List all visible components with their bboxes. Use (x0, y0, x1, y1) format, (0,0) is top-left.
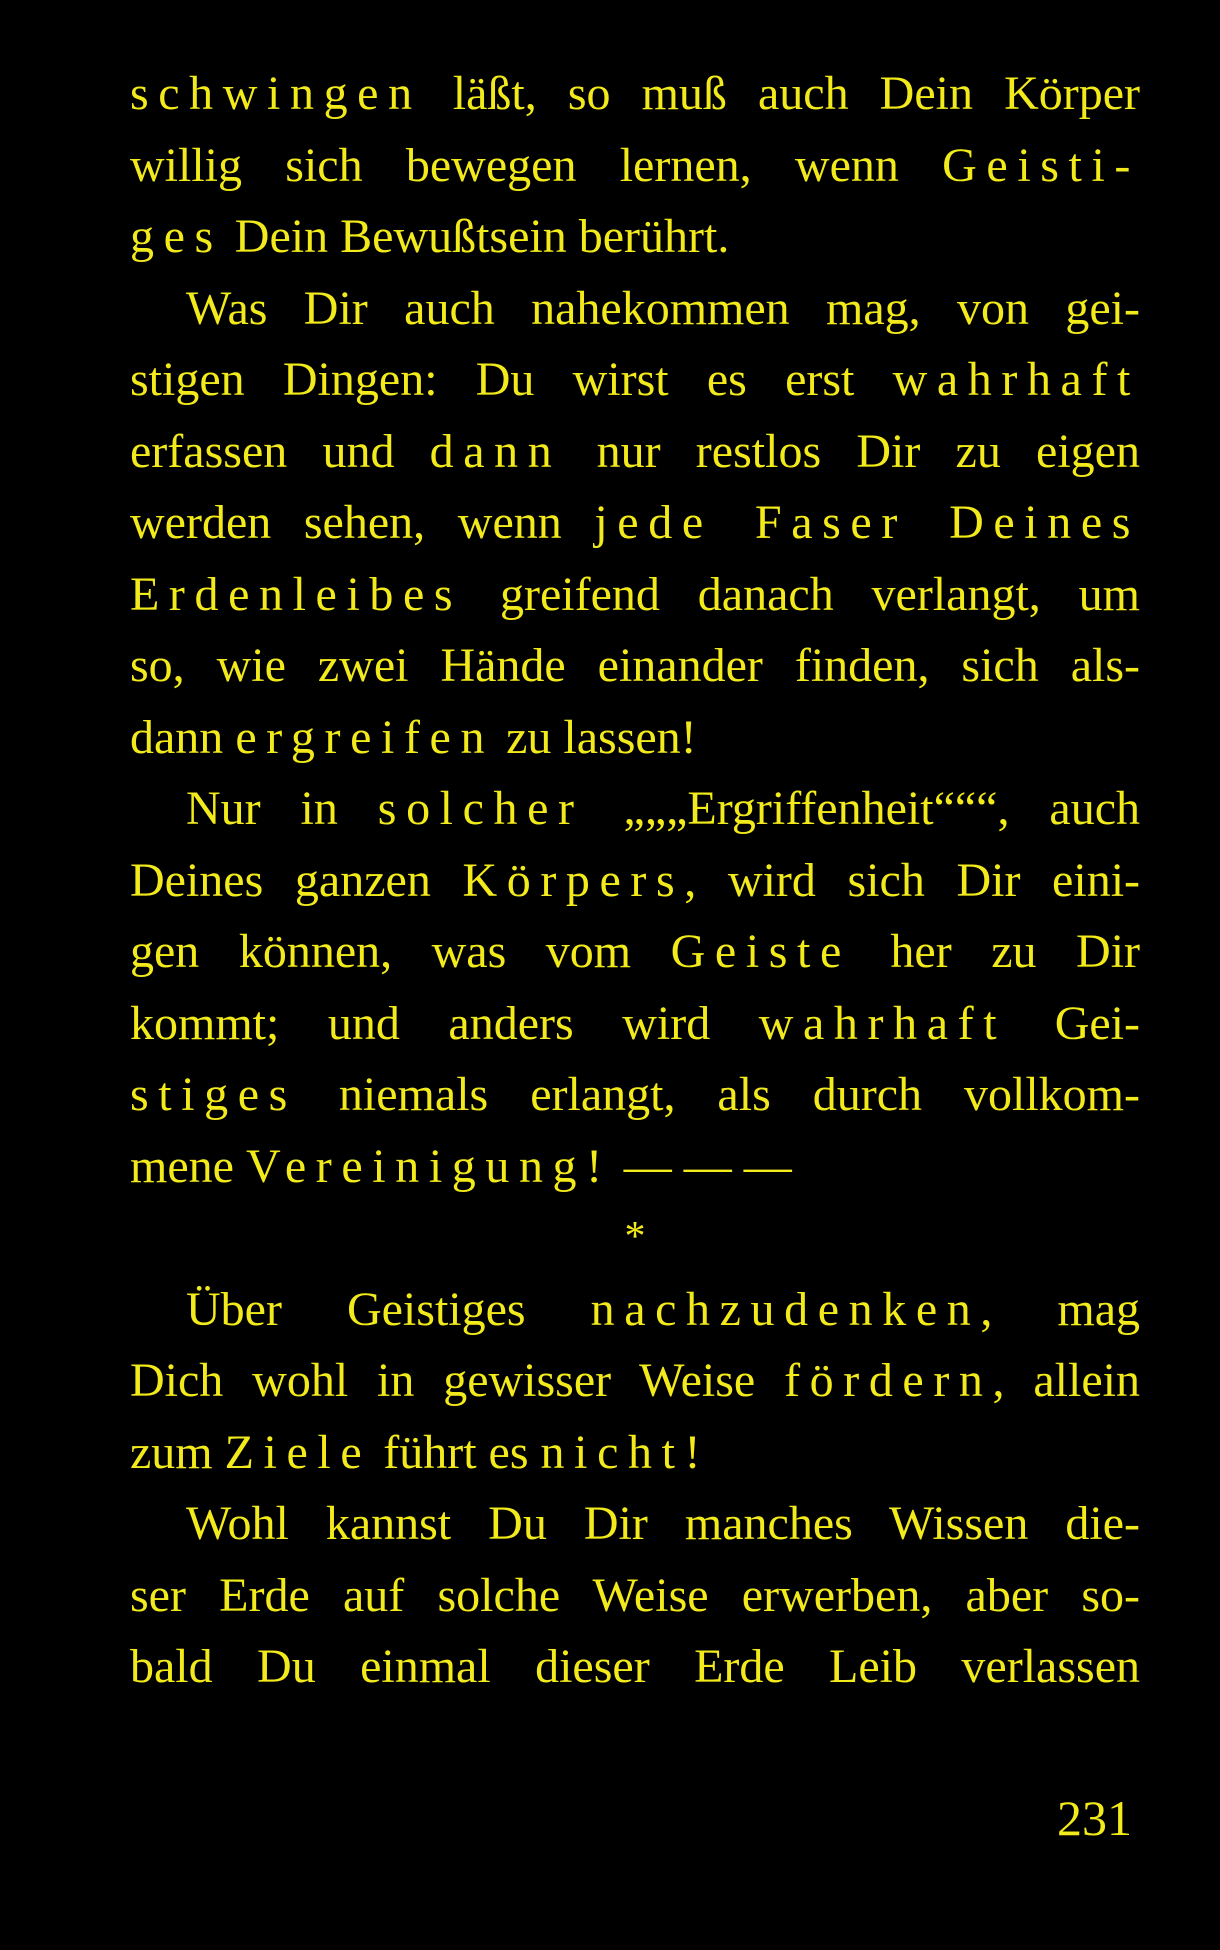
text-run: „„„Ergriffenheit“““, auch (583, 782, 1140, 835)
text-line (130, 1631, 1140, 1703)
page-number: 231 (1057, 1790, 1132, 1846)
text-run: erfassen und (130, 424, 430, 478)
text-line (130, 130, 1140, 202)
text-line (130, 273, 1140, 345)
text-run: Dich wohl in gewisser Weise (130, 1354, 785, 1407)
text-run: nur restlos Dir zu eigen (561, 424, 1140, 478)
text-line (130, 58, 1140, 130)
spaced-emphasis: Ziele (224, 1425, 372, 1479)
section-asterisk: * (624, 1214, 646, 1260)
text-run: so, wie zwei Hände einander finden, sich als- (130, 639, 1140, 692)
text-run: , allein (992, 1354, 1140, 1407)
spaced-emphasis: wahrhaft (758, 996, 1007, 1050)
spaced-emphasis: Geiste (670, 925, 851, 978)
text-run: , mag (980, 1282, 1141, 1336)
text-line (130, 344, 1140, 416)
text-run: zum (130, 1425, 225, 1479)
text-run: kommt; und anders wird (130, 996, 759, 1050)
text-line (130, 559, 1140, 631)
spaced-emphasis: schwingen (130, 67, 422, 120)
text-run: stigen Dingen: Du wirst es erst (130, 353, 893, 406)
text-run: bald Du einmal dieser Erde Leib verlassen (130, 1640, 1140, 1693)
text-run: Nur in (186, 782, 378, 835)
text-run: Über Geistiges (186, 1282, 591, 1336)
text-run: Gei- (1006, 996, 1140, 1050)
text-line (130, 1059, 1140, 1131)
spaced-emphasis: Körpers (462, 853, 685, 907)
text-line (130, 1417, 1140, 1489)
text-line (130, 916, 1140, 988)
text-line (130, 1131, 1140, 1203)
spaced-emphasis: fördern (784, 1354, 993, 1407)
text-run: greifend danach verlangt, um (462, 567, 1140, 621)
text-run: ser Erde auf solche Weise erwerben, aber so- (130, 1568, 1140, 1622)
spaced-emphasis: solcher (377, 782, 584, 835)
text-run: her zu Dir (850, 925, 1141, 978)
spaced-emphasis: wahrhaft (892, 353, 1140, 406)
spaced-emphasis: ergreifen (235, 710, 495, 764)
spaced-emphasis: Vereinigung! (245, 1139, 612, 1193)
text-line (130, 630, 1140, 702)
text-run: , wird sich Dir eini- (684, 853, 1141, 907)
text-line (130, 416, 1140, 488)
text-run: Was Dir auch nahekommen mag, von gei- (186, 281, 1140, 335)
spaced-emphasis: nachzudenken (590, 1282, 981, 1336)
text-run: zu lassen! (494, 710, 697, 764)
text-line (130, 1274, 1140, 1346)
spaced-emphasis: stiges (130, 1068, 297, 1121)
text-run: — — — (611, 1139, 792, 1193)
text-run: Deines ganzen (130, 853, 463, 907)
text-run: gen können, was vom (130, 925, 671, 978)
text-run: willig sich bewegen lernen, wenn (130, 138, 943, 192)
text-line (130, 845, 1140, 917)
text-line (130, 487, 1140, 559)
text-run: Wohl kannst Du Dir manches Wissen die- (186, 1497, 1140, 1550)
body-text (130, 58, 1140, 1703)
text-line (130, 201, 1140, 273)
spaced-emphasis: jede Faser Deines (594, 496, 1141, 549)
spaced-emphasis: dann (429, 424, 562, 478)
text-run: Dein Bewußtsein berührt. (222, 210, 730, 263)
spaced-emphasis: Geisti- (942, 138, 1140, 192)
spaced-emphasis: ges (130, 210, 223, 263)
text-line (130, 1560, 1140, 1632)
text-line (130, 1488, 1140, 1560)
text-run: mene (130, 1139, 246, 1193)
spaced-emphasis: Erdenleibes (130, 567, 463, 621)
spaced-emphasis: nicht! (540, 1425, 711, 1479)
text-line (130, 702, 1140, 774)
text-run: niemals erlangt, als durch vollkom- (296, 1068, 1140, 1121)
text-line (130, 1345, 1140, 1417)
text-run: werden sehen, wenn (130, 496, 595, 549)
text-line (130, 988, 1140, 1060)
text-run: führt es (371, 1425, 541, 1479)
text-run: läßt, so muß auch Dein Körper (421, 67, 1140, 120)
text-run: dann (130, 710, 236, 764)
text-line (130, 773, 1140, 845)
